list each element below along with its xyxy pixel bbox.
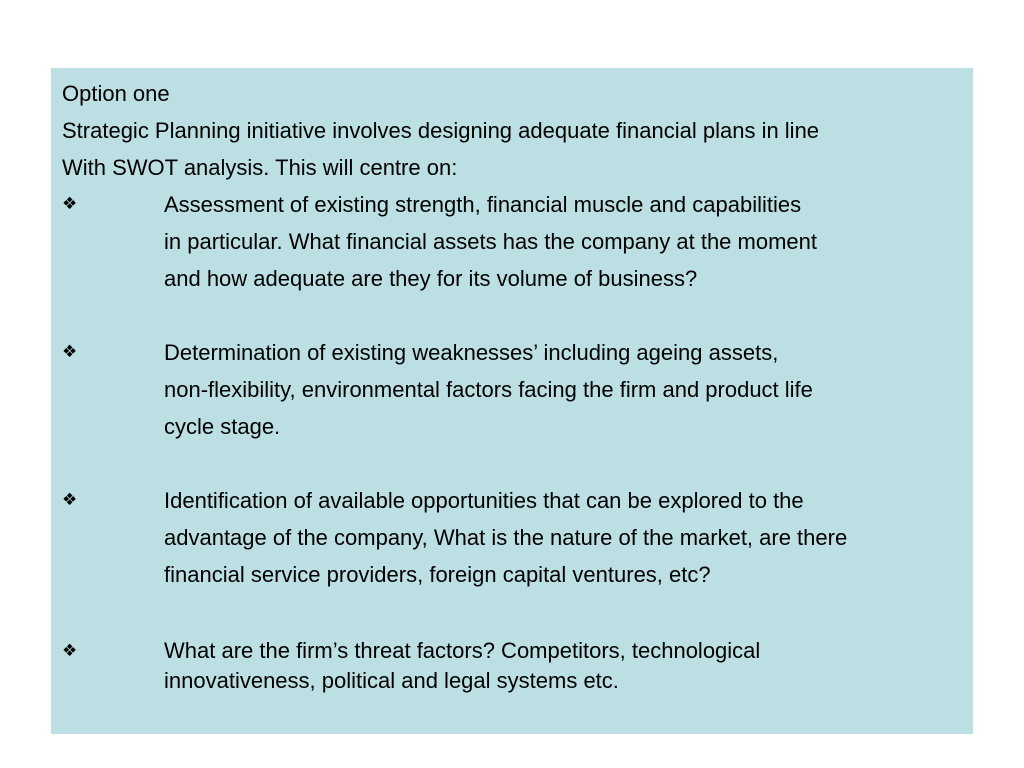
bullet-text-line: and how adequate are they for its volume of business?: [164, 266, 698, 291]
bullet-text-line: financial service providers, foreign capital ventures, etc?: [164, 562, 711, 587]
bullet-threats: [62, 636, 963, 696]
bullet-text-line: Identification of available opportunities that can be explored to the: [164, 488, 804, 513]
intro-line-1: Strategic Planning initiative involves designing adequate financial plans in line: [62, 118, 820, 143]
content-box: [51, 68, 973, 734]
bullet-opportunities: [62, 482, 963, 593]
bullet-strengths: [62, 186, 963, 297]
bullet-text-line: cycle stage.: [164, 414, 281, 439]
intro-line-2: With SWOT analysis. This will centre on:: [62, 155, 458, 180]
bullet-text-line: innovativeness, political and legal systems etc.: [164, 668, 619, 693]
bullet-text-line: non-flexibility, environmental factors facing the firm and product life: [164, 377, 813, 402]
diamond-bullet-icon: ❖: [62, 194, 78, 214]
bullet-text-line: in particular. What financial assets has the company at the moment: [164, 229, 817, 254]
bullet-weaknesses: [62, 334, 963, 445]
diamond-bullet-icon: ❖: [62, 490, 78, 510]
option-title: Option one: [62, 81, 170, 106]
diamond-bullet-icon: ❖: [62, 641, 78, 661]
diamond-bullet-icon: ❖: [62, 342, 78, 362]
bullet-text-line: Determination of existing weaknesses’ including ageing assets,: [164, 340, 779, 365]
bullet-text-line: Assessment of existing strength, financial muscle and capabilities: [164, 192, 802, 217]
bullet-text-line: advantage of the company, What is the nature of the market, are there: [164, 525, 848, 550]
bullet-text-line: What are the firm’s threat factors? Competitors, technological: [164, 638, 761, 663]
